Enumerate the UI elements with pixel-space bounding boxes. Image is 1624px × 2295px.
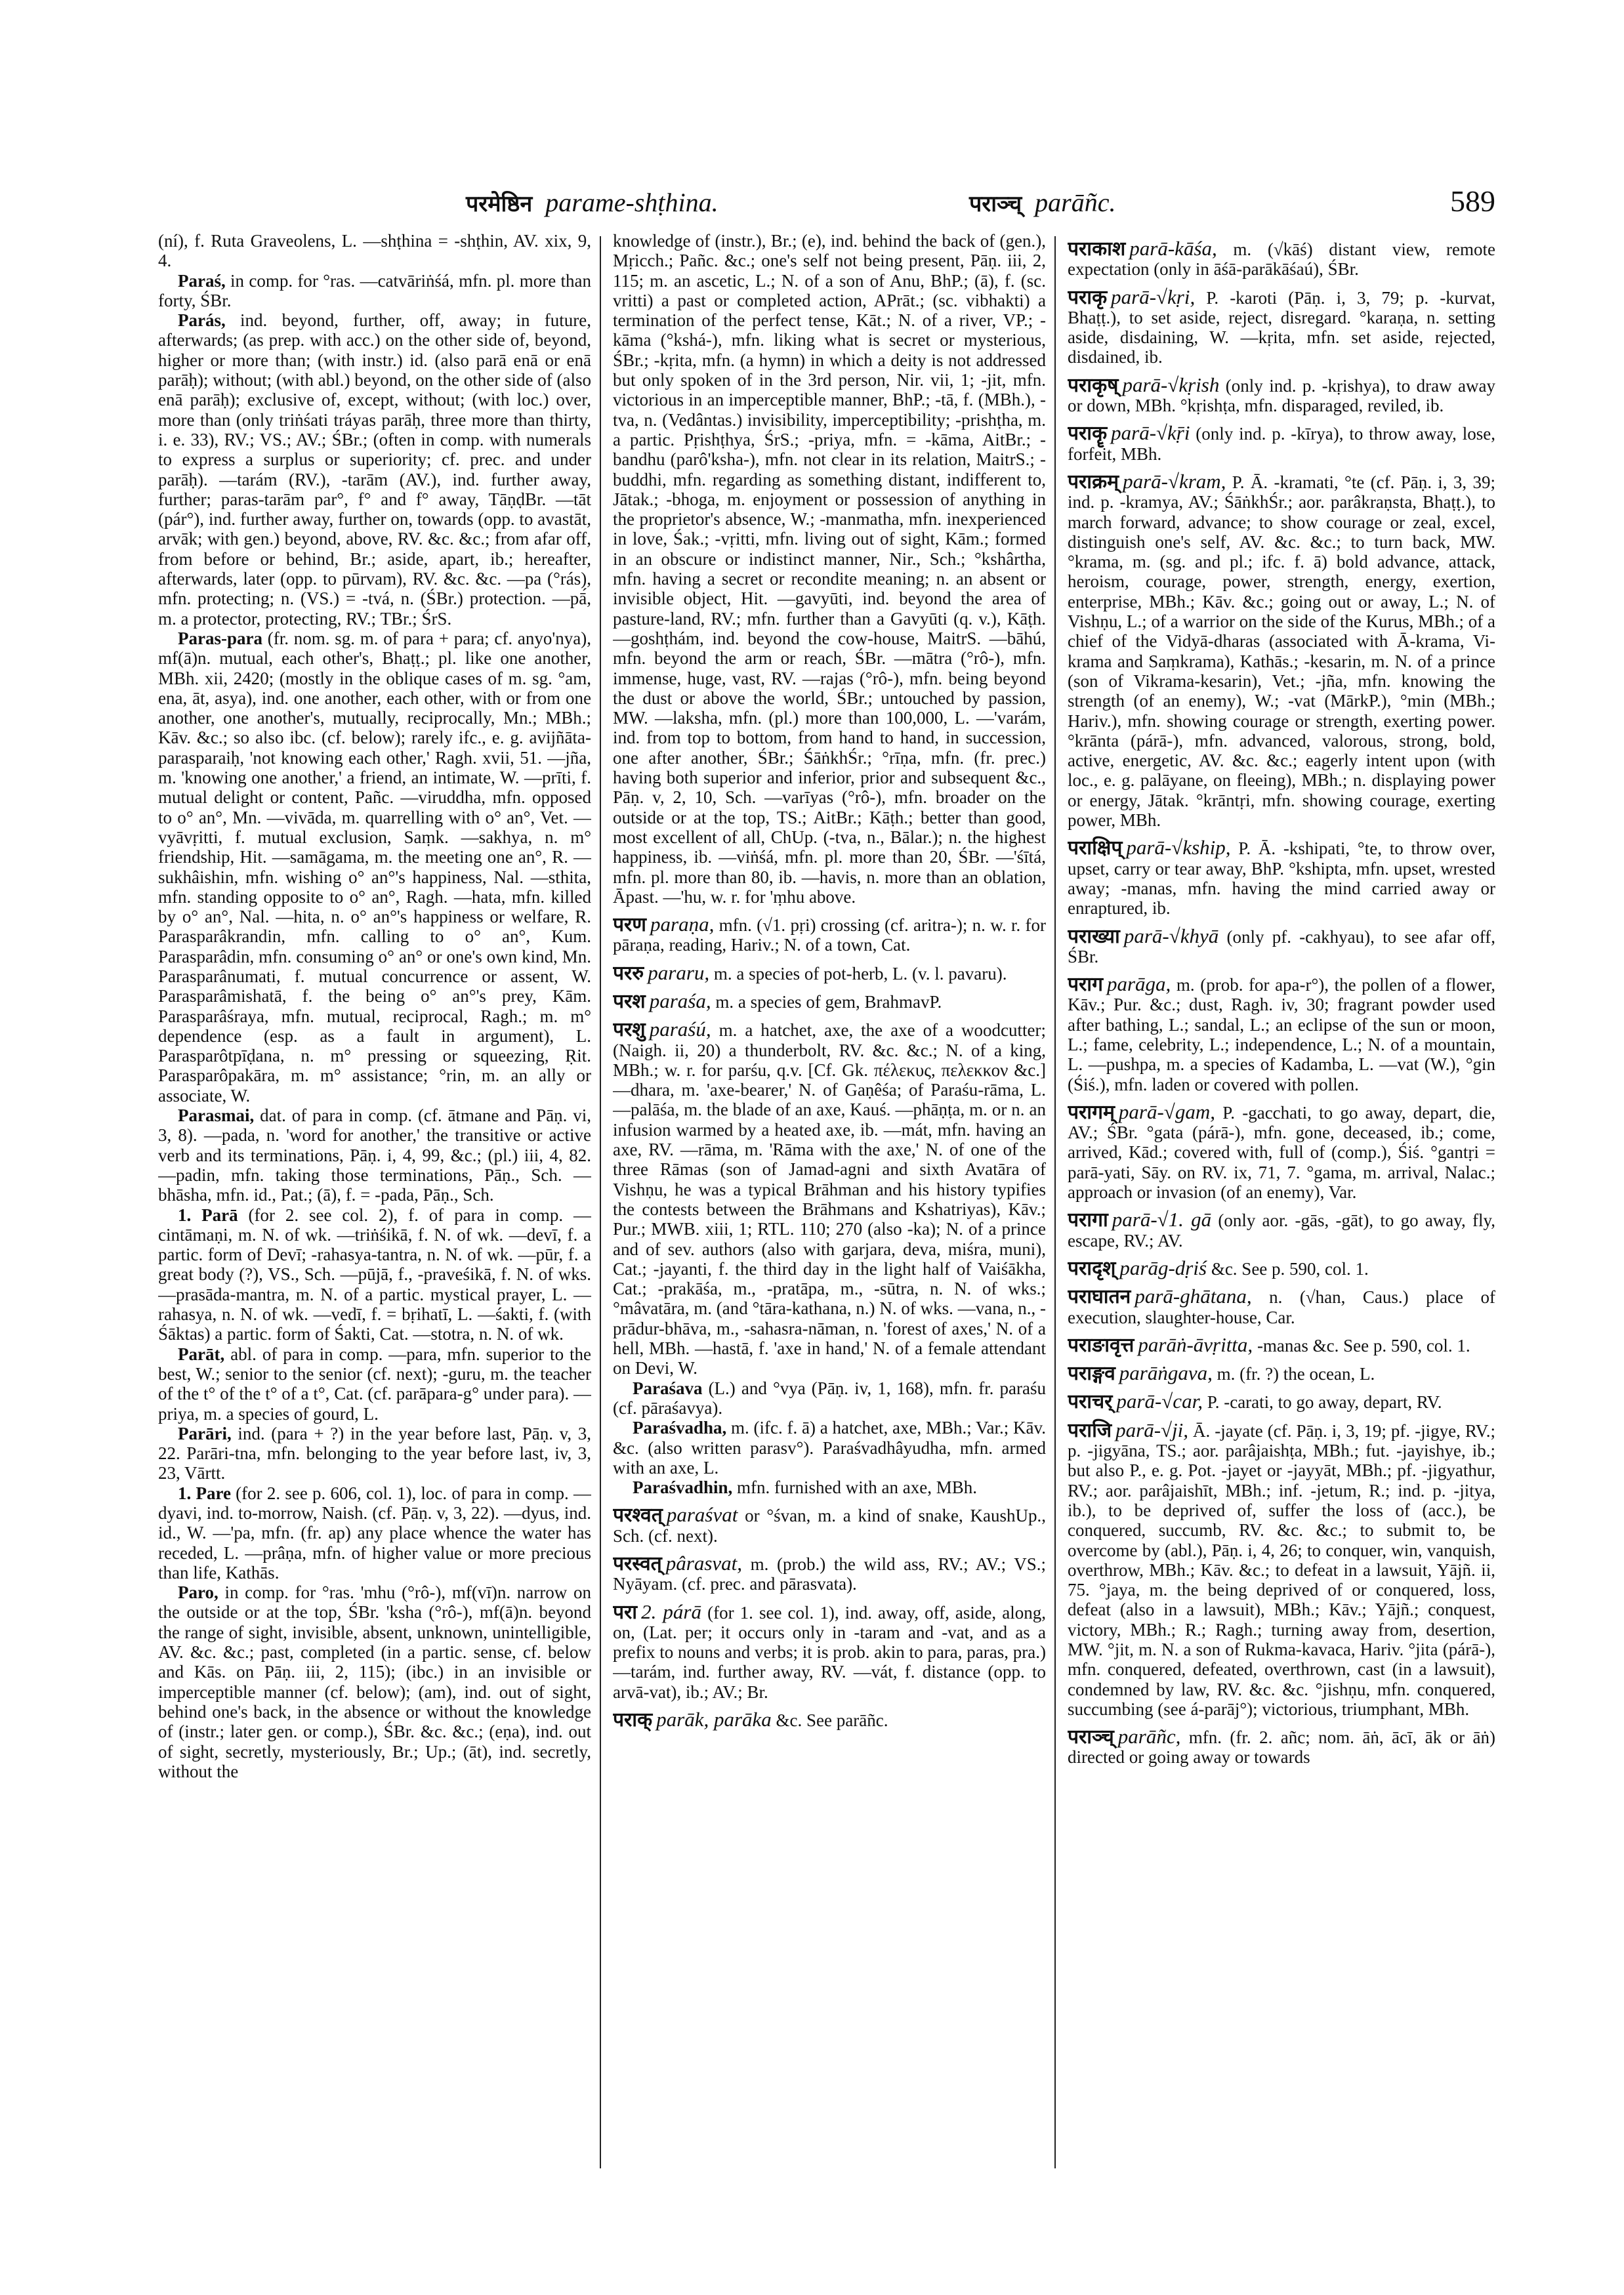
headword: Parāt,	[178, 1344, 225, 1364]
entry-definition: m. (prob.) the wild ass, RV.; AV.; VS.; Nyāyam. (cf. prec. and pārasvata).	[613, 1554, 1046, 1594]
entry-definition: mfn. furnished with an axe, MBh.	[732, 1478, 977, 1498]
dictionary-entry	[1068, 1258, 1495, 1279]
running-head-right	[969, 187, 1116, 218]
headword: Parasmai,	[178, 1106, 255, 1126]
dictionary-entry	[1068, 287, 1495, 367]
headword-devanagari: पराङ्गव	[1068, 1362, 1115, 1386]
dictionary-entry	[158, 310, 591, 629]
headword-devanagari: पराकाश	[1068, 238, 1126, 260]
headword: Paraśvadhin,	[633, 1478, 733, 1498]
headword-devanagari: परागम्	[1068, 1100, 1115, 1124]
dictionary-entry	[1068, 974, 1495, 1094]
column-middle	[613, 231, 1046, 2173]
dictionary-entry	[1068, 239, 1495, 279]
dictionary-entry	[1068, 926, 1495, 967]
entry-definition: P. Ā. -kshipati, °te, to throw over, upset, carry or tear away, BhP. °kshipta, mfn. upset, wrested away; -manas, mfn. having the mind carried away or enraptured, ib.	[1068, 838, 1495, 919]
entry-definition: m. (ifc. f. ā) a hatchet, axe, MBh.; Var.; Kāv. &c. (also written parasv°). Paraśvadhâyudha, mfn. armed with an axe, L.	[613, 1418, 1046, 1478]
headword-devanagari: पराकृ	[1068, 285, 1108, 309]
entry-definition: P. -karoti (Pāṇ. i, 3, 79; p. -kurvat, Bhaṭṭ.), to set aside, reject, disregard. °karaṇa, n. setting aside, disdaining, W. —kṛita, mfn. set aside, rejected, disdained, ib.	[1068, 287, 1495, 367]
headword: Paras-para	[178, 628, 262, 648]
headword-devanagari: परा	[613, 1600, 638, 1624]
headword: parā-√gam,	[1118, 1100, 1215, 1123]
headword: parā-√car,	[1116, 1390, 1203, 1413]
headword-devanagari: परश्वत्	[613, 1504, 663, 1527]
entry-definition: Ā. -jayate (cf. Pāṇ. i, 3, 19; pf. -jigye, RV.; p. -jigyāna, TS.; aor. parâjaishṭa, MBh.; fut. -jayishye, ib.; but also P., e. g. Pot. -jayet or -jayyāt, MBh.; pf. -jigyathur, RV.; aor. parâjaishīt, MBh.; inf. -jetum, R.; ind. p. -jitya, ib.), to be deprived of, suffer the loss of (acc.), be conquered, succumb, RV. &c. &c.; to submit to, be overcome by (abl.), Pāṇ. i, 4, 26; to conquer, win, vanquish, overthrow, MBh.; Kāv. &c.; to defeat in a lawsuit, Yājñ. ii, 75. °jaya, m. the being deprived of or conquered, loss, defeat (also in a lawsuit), MBh.; Kāv.; Yājñ.; conquest, victory, MBh.; R.; Ragh.; turning away from, desertion, MW. °jit, m. N. a son of Rukma-kavaca, Hariv. °jita (párā-), mfn. conquered, defeated, overthrown, cast (in a lawsuit), condemned by law, RV. &c. &c. °jishṇu, mfn. conquered, succumbing (see á-parāj°); victorious, triumphant, MBh.	[1068, 1420, 1495, 1719]
column-divider	[1054, 236, 1056, 2168]
entry-definition: dat. of para in comp. (cf. ātmane and Pāṇ. vi, 3, 8). —pada, n. 'word for another,' the transitive or active verb and its terminations, Pāṇ. i, 4, 99, &c.; (pl.) iii, 4, 82. —padin, mfn. taking those terminations, Pāṇ., Sch. —bhāsha, mfn. id., Pat.; (ā), f. = -pada, Pāṇ., Sch.	[158, 1106, 591, 1205]
headword: paraśvat	[666, 1503, 738, 1527]
dictionary-entry	[613, 1554, 1046, 1594]
headword: paraśa,	[649, 989, 711, 1012]
dictionary-entry	[1068, 1102, 1495, 1202]
column-divider	[600, 236, 601, 2168]
dictionary-entry	[1068, 375, 1495, 416]
dictionary-entry	[613, 963, 1046, 983]
entry-definition: m. a hatchet, axe, the axe of a woodcutter; (Naigh. ii, 20) a thunderbolt, RV. &c. &c.; N. of a king, MBh.; w. r. for parśu, q.v. [Cf. Gk. πέλεκυς, πελεκκον &c.] —dhara, m. 'axe-bearer,' N. of Gaṇêśa; of Paraśu-rāma, L. —palāśa, m. the blade of an axe, Kauś. —phāṇṭa, m. or n. an infusion warmed by a heated axe, ib. —mát, mfn. having an axe, RV. —rāma, m. 'Rāma with the axe,' N. of one of the three Rāmas (son of Jamad-agni and sixth Avatāra of Vishṇu, he was a typical Brāhman and his history typifies the contests between the Brāhmans and Kshatriyas), Kāv.; Pur.; MWB. xiii, 1; RTL. 110; 270 (also -ka); N. of a prince and of sev. authors (also with garjara, deva, miśra, muni), Cat.; -jayanti, f. the third day in the light half of Vaiśākha, Cat.; -prakāśa, m., -pratāpa, m., -sūtra, n. N. of wks.; °mâvatāra, m. (and °tāra-kathana, n.) N. of wks. —vana, n., -prādur-bhāva, m., -sahasra-nāman, n. 'forest of axes,' N. of a hell, MBh. —hastā, f. 'axe in hand,' N. of a female attendant on Devi, W.	[613, 1020, 1046, 1378]
column-right	[1068, 231, 1495, 2173]
entry-definition: (fr. nom. sg. m. of para + para; cf. anyo'nya), mf(ā)n. mutual, each other's, Bhaṭṭ.; pl. like one another, MBh. xii, 2420; (mostly in the oblique cases of m. sg. °am, ena, āt, asya), ind. one another, each other, with or from one another, one another's, mutually, reciprocally, Mn.; MBh.; Kāv. &c.; so also ibc. (cf. below); rarely ifc., e. g. avijñāta-parasparaiḥ, 'not knowing each other,' Ragh. xvii, 51. —jña, m. 'knowing one another,' a friend, an intimate, W. —prīti, f. mutual delight or content, Pañc. —viruddha, mfn. opposed to o° an°, Mn. —vivāda, m. quarrelling with o° an°, Vet. —vyāvṛitti, f. mutual exclusion, Saṃk. —sakhya, n. m° friendship, Hit. —samāgama, m. the meeting one an°, R. —sukhâishin, mfn. wishing o° an°'s happiness, Nal. —sthita, mfn. standing opposite to o° an°, Ragh. —hata, mfn. killed by o° an°, Nal. —hita, n. o° an°'s happiness or welfare, R. Parasparâkrandin, mfn. calling to o° an°, Kum. Parasparâdin, mfn. consuming o° an° or one's own kind, Mn. Parasparânumati, f. mutual concurrence or assent, W. Parasparâmishatā, f. the being o° an°'s prey, Kām. Parasparâśraya, mfn. mutual, reciprocal, Ragh.; m. m° dependence (esp. as a fault in argument), L. Parasparôtpīḍana, n. m° pressing or squeezing, Ṛit. Parasparôpakāra, m. m° assistance; °rin, m. an ally or associate, W.	[158, 628, 591, 1106]
headword: 2. párā	[641, 1600, 701, 1623]
headword: Paraś,	[178, 270, 226, 291]
entry-definition: mfn. (fr. 2. añc; nom. āṅ, ācī, āk or āṅ) directed or going away or towards	[1068, 1727, 1495, 1768]
entry-definition: (only pf. -cakhyau), to see afar off, ŚBr.	[1068, 926, 1495, 966]
headword: parā-√kship,	[1126, 836, 1231, 859]
entry-definition: (ní), f. Ruta Graveolens, L. —shṭhina = -shṭhin, AV. xix, 9, 4.	[158, 231, 591, 271]
headword-devanagari: पराजि	[1068, 1418, 1112, 1442]
headword-devanagari: पराख्या	[1068, 924, 1120, 948]
headword-devanagari: पराघातन	[1068, 1285, 1131, 1309]
headword: Paraśava	[633, 1378, 703, 1398]
headword: parāg-dṛiś	[1119, 1256, 1207, 1279]
dictionary-entry	[613, 915, 1046, 955]
page-number: 589	[1450, 184, 1495, 218]
headword: parā-√ji,	[1115, 1418, 1189, 1441]
headword-devanagari: पराग	[1068, 973, 1103, 997]
entry-definition: m. (prob. for apa-r°), the pollen of a flower, Kāv.; Pur. &c.; dust, Ragh. iv, 30; fragrant powder used after bathing, L.; sandal, L.; an eclipse of the sun or moon, L.; fame, celebrity, L.; independence, L.; N. of a mountain, L. —pushpa, m. a species of Kadamba, L. —vat (W.), °gin (Śiś.), mfn. laden or covered with pollen.	[1068, 975, 1495, 1094]
dictionary-entry	[613, 231, 1046, 907]
dictionary-entry	[1068, 1287, 1495, 1327]
headword: parā-ghātana,	[1135, 1285, 1252, 1308]
dictionary-entry	[1068, 1727, 1495, 1768]
headword: parāk, parāka	[656, 1708, 772, 1731]
dictionary-entry	[613, 1602, 1046, 1702]
entry-definition: n. (√han, Caus.) place of execution, slaughter-house, Car.	[1068, 1287, 1495, 1327]
headword-devanagari: परागा	[1068, 1209, 1108, 1232]
entry-definition: P. -gacchati, to go away, depart, die, AV.; ŚBr. °gata (párā-), mfn. gone, deceased, ib.; come, arrived, Kād.; covered with, full of (comp.), Śiś. °gantṛi = parā-yati, Sāy. on RV. ix, 71, 7. °gama, m. arrival, Nalac.; approach or invasion (of an enemy), Var.	[1068, 1102, 1495, 1203]
headword: parā-√kṝi	[1111, 421, 1190, 445]
headword: Paraśvadha,	[633, 1418, 727, 1438]
headword: parāṅ-āvṛitta,	[1138, 1333, 1253, 1356]
dictionary-entry	[1068, 1363, 1495, 1384]
running-head-right-transliteration: parāñc.	[1035, 188, 1116, 217]
dictionary-entry	[1068, 1392, 1495, 1412]
entry-definition: P. -carati, to go away, depart, RV.	[1202, 1392, 1442, 1413]
entry-definition: abl. of para in comp. —para, mfn. superior to the best, W.; senior to the senior (cf. next); -guru, m. the teacher of the t° of the t° of a t°, Cat. (cf. parāpara-g° under para). —priya, m. a species of gourd, L.	[158, 1344, 591, 1424]
entry-definition: knowledge of (instr.), Br.; (e), ind. behind the back of (gen.), Mṛicch.; Pañc. &c.; one's self not being present, Pāṇ. iii, 2, 115; m. an ascetic, L.; N. of a son of Anu, BhP.; (ā), f. (sc. vritti) a past or completed action, APrāt.; (sc. vibhakti) a termination of the perfect tense, Kāt.; N. of a river, VP.; -kāma (°kshá-), mfn. liking what is secret or mysterious, ŚBr.; -kṛita, mfn. (a hymn) in which a deity is not addressed but only spoken of in the 3rd person, Nir. vii, 1; -jit, mfn. victorious in an imperceptible manner, BhP.; -tā, f. (MBh.), -tva, n. (Vedântas.) invisibility, imperceptibility; -prishṭha, m. a partic. Pṛishṭhya, ŚrS.; -priya, mfn. = -kāma, AitBr.; -bandhu (parô'ksha-), mfn. not clear in its relation, MaitrS.; -buddhi, mfn. regarding as something distant, indifferent to, Jātak.; -bhoga, m. enjoyment or possession of anything in the proprietor's absence, W.; -manmatha, mfn. inexperienced in love, Śak.; -vṛitti, mfn. living out of sight, Kām.; formed in an obscure or indistinct manner, Nir., Sch.; °kshârtha, mfn. having a secret or recondite meaning; n. an absent or invisible object, Hit. —gavyūti, ind. beyond the area of pasture-land, RV.; mfn. further than a Gavyūti (q. v.), Kāṭh. —goshṭhám, ind. beyond the cow-house, MaitrS. —bāhú, mfn. beyond the arm or reach, ŚBr. —mātra (°rô-), mfn. immense, huge, vast, RV. —rajas (°rô-), mfn. being beyond the dust or above the world, ŚBr.; untouched by passion, MW. —laksha, mfn. (pl.) more than 100,000, L. —'varám, ind. from top to bottom, from hand to hand, in succession, one after another, ŚBr.; ŚāṅkhŚr.; °rīṇa, mfn. (fr. prec.) having both superior and inferior, prior and subsequent &c., Pāṇ. v, 2, 10, Sch. —varīyas (°rô-), mfn. broader on the outside or at the top, TS.; AitBr.; Kāṭh.; better than good, most excellent of all, ChUp. (-tva, n., Bālar.); n. the highest happiness, ib. —viṅśá, mfn. pl. more than 20, ŚBr. —'śītá, mfn. pl. more than 80, ib. —havis, n. more than an oblation, Āpast. —'hu, w. r. for 'ṃhu above.	[613, 231, 1046, 907]
running-head-right-devanagari: पराञ्च्	[969, 191, 1022, 217]
headword-devanagari: परण	[613, 913, 646, 937]
headword-devanagari: पराञ्च्	[1068, 1726, 1114, 1749]
headword: parā-√kṛi,	[1111, 285, 1196, 308]
dictionary-entry	[158, 1483, 591, 1582]
headword-devanagari: पराकॄ	[1068, 422, 1108, 445]
headword-devanagari: पराक्रम्	[1068, 470, 1119, 493]
headword: pârasvat,	[665, 1552, 743, 1575]
headword: Paro,	[178, 1582, 219, 1603]
column-left	[158, 231, 591, 2173]
dictionary-entry	[613, 1020, 1046, 1378]
headword-devanagari: पराक्	[613, 1708, 653, 1732]
dictionary-entry	[613, 1505, 1046, 1546]
headword-devanagari: परस्वत्	[613, 1552, 662, 1575]
dictionary-entry	[613, 1478, 1046, 1497]
entry-definition: (L.) and °vya (Pāṇ. iv, 1, 168), mfn. fr. paraśu (cf. pāraśavya).	[613, 1378, 1046, 1418]
dictionary-entry	[1068, 423, 1495, 464]
dictionary-entry	[613, 1418, 1046, 1478]
headword: paraṇa,	[650, 913, 715, 936]
entry-definition: or °śvan, m. a kind of snake, KaushUp., Sch. (cf. next).	[613, 1506, 1046, 1546]
running-head-left-devanagari: परमेष्ठिन	[466, 191, 533, 217]
entry-definition: (for 2. see col. 2), f. of para in comp. —cintāmaṇi, m. N. of wk. —triṅśikā, f. N. of wk. —devī, f. a partic. form of Devī; -rahasya-tantra, n. N. of wk. —pūr, f. a great body (?), VS., Sch. —pūjā, f., -praveśikā, f. N. of wks. —prasāda-mantra, m. N. of a partic. mystical prayer, L. —rahasya, n. N. of wk. —vedī, f. = bṛihatī, L. —śakti, f. (with Śāktas) a partic. form of Śakti, Cat. —stotra, n. N. of wk.	[158, 1205, 591, 1344]
entry-definition: m. a species of pot-herb, L. (v. l. pavaru).	[709, 963, 1007, 983]
dictionary-entry	[1068, 1420, 1495, 1719]
dictionary-entry	[158, 1582, 591, 1781]
entry-definition: (only ind. p. -kīrya), to throw away, lose, forfeit, MBh.	[1068, 424, 1495, 464]
headword: parāñc,	[1117, 1725, 1181, 1748]
entry-definition: &c. See p. 590, col. 1.	[1207, 1258, 1369, 1279]
headword-devanagari: परशु	[613, 1018, 646, 1042]
headword: 1. Pare	[178, 1483, 231, 1503]
entry-definition: mfn. (√1. pṛi) crossing (cf. aritra-); n. w. r. for pāraṇa, reading, Hariv.; N. of a town, Cat.	[613, 915, 1046, 955]
headword-devanagari: पराचर्	[1068, 1390, 1113, 1414]
dictionary-entry	[1068, 1335, 1495, 1355]
entry-definition: (only aor. -gās, -gāt), to go away, fly, escape, RV.; AV.	[1068, 1210, 1495, 1251]
entry-definition: m. a species of gem, BrahmavP.	[711, 991, 942, 1012]
entry-definition: ind. (para + ?) in the year before last, Pāṇ. v, 3, 22. Parāri-tna, mfn. belonging to the year before last, iv, 3, 23, Vārtt.	[158, 1423, 591, 1483]
entry-definition: P. Ā. -kramati, °te (cf. Pāṇ. i, 3, 39; ind. p. -kramya, AV.; ŚāṅkhŚr.; aor. parâkraṇsta, Bhaṭṭ.), to march forward, advance; to show courage or zeal, excel, distinguish one's self, AV. &c. &c.; to turn back, MW. °krama, m. (sg. and pl.; ifc. f. ā) bold advance, attack, heroism, courage, power, strength, energy, exertion, enterprise, MBh.; Kāv. &c.; going out or away, L.; N. of Vishṇu, L.; of a warrior on the side of the Kurus, MBh.; of a chief of the Vidyā-dharas (associated with Ā-krama, Vi-krama and Saṃkrama), Kathās.; -kesarin, m. N. of a prince (son of Vikrama-kesarin), Vet.; -jña, mfn. knowing the strength (of an enemy), W.; -vat (MārkP.), °min (MBh.; Hariv.), mfn. showing courage or strength, exerting power. °krānta (párā-), mfn. advanced, valorous, strong, bold, active, energetic, AV. &c. &c.; eagerly intent upon (with loc., e. g. palāyane, on fleeing), MBh.; n. displaying power or energy, Jātak. °krāntṛi, mfn. showing courage, exerting power, MBh.	[1068, 472, 1495, 831]
headword: 1. Parā	[178, 1205, 238, 1225]
dictionary-entry	[1068, 1210, 1495, 1251]
headword: parā-√1. gā	[1112, 1208, 1212, 1231]
headword: parā-√khyā	[1123, 924, 1219, 947]
entry-definition: ind. beyond, further, off, away; in future, afterwards; (as prep. with acc.) on the other side of, beyond, higher or more than; (with instr.) id. (also parā enā or enā parāḥ); without; (with abl.) beyond, on the other side of (also enā parāḥ); exclusive of, except, without; (with loc.) over, more than (only triṅśati tráyas parāḥ, three more than thirty, i. e. 33), RV.; VS.; AV.; ŚBr.; (often in comp. with numerals to express a surplus or superiority; cf. prec. and under parāḥ). —tarám (RV.), -tarām (AV.), ind. further away, further; paras-tarām par°, f° and f° away, TāṇḍBr. —tāt (pár°), ind. further away, further on, towards (opp. to avastāt, arvāk; with gen.) beyond, above, RV. &c. &c.; from afar off, from before or behind, Br.; aside, apart, ib.; hereafter, afterwards, later (opp. to pūrvam), RV. &c. &c. —pa (°rás), mfn. protecting; n. (VS.) = -tvá, n. (ŚBr.) protection. —pā́, m. a protector, protecting, RV.; TBr.; ŚrS.	[158, 310, 591, 629]
headword: parā-√kṛish	[1122, 373, 1220, 396]
headword-devanagari: परादृश्	[1068, 1256, 1116, 1280]
entry-definition: in comp. for °ras. 'mhu (°rô-), mf(vī)n. narrow on the outside or at the top, ŚBr. 'ksha (°rô-), mf(ā)n. beyond the range of sight, invisible, absent, unknown, unintelligible, AV. &c. &c.; past, completed (in a partic. sense, cf. below and Kās. on Pāṇ. iii, 2, 115); (ibc.) in an invisible or imperceptible manner (cf. below); (am), ind. out of sight, behind one's back, in the absence or without the knowledge of (instr.; later gen. or comp.), ŚBr. &c. &c.; (eṇa), ind. out of sight, secretly, mysteriously, Br.; Up.; (āt), ind. secretly, without the	[158, 1582, 591, 1781]
headword-devanagari: पररु	[613, 961, 644, 985]
running-head-left	[466, 187, 718, 218]
dictionary-entry	[613, 991, 1046, 1012]
headword-devanagari: पराक्षिप्	[1068, 837, 1123, 860]
entry-definition: m. (√kāś) distant view, remote expectation (only in āśā-parākāśaú), ŚBr.	[1068, 239, 1495, 279]
dictionary-entry	[158, 1106, 591, 1205]
dictionary-entry	[1068, 838, 1495, 918]
dictionary-entry	[158, 231, 591, 271]
dictionary-entry	[613, 1378, 1046, 1418]
entry-definition: (for 2. see p. 606, col. 1), loc. of para in comp. —dyavi, ind. to-morrow, Naish. (cf. Pāṇ. v, 3, 22). —dyus, ind. id., W. —'pa, mfn. (fr. ap) any place whence the water has receded, L. —prâṇa, mfn. of higher value or more precious than life, Kathās.	[158, 1483, 591, 1582]
entry-definition: (for 1. see col. 1), ind. away, off, aside, along, on, (Lat. per; it occurs only in -taram and -vat, and as a prefix to nouns and verbs; it is prob. akin to para, paras, pra.) —tarám, ind. further away, RV. —vát, f. distance (opp. to arvā-vat), ib.; AV.; Br.	[613, 1602, 1046, 1702]
dictionary-entry	[158, 1424, 591, 1483]
entry-definition: m. (fr. ?) the ocean, L.	[1212, 1364, 1375, 1384]
dictionary-entry	[1068, 469, 1495, 831]
dictionary-entry	[158, 1344, 591, 1424]
running-head-left-transliteration: parame-shṭhina.	[545, 188, 718, 217]
headword-devanagari: परश	[613, 989, 646, 1013]
headword-devanagari: पराकृष्	[1068, 373, 1119, 397]
headword: Parāri,	[178, 1423, 232, 1443]
headword-devanagari: पराङावृत्त	[1068, 1333, 1135, 1357]
entry-definition: in comp. for °ras. —catvāriṅśá, mfn. pl. more than forty, ŚBr.	[158, 270, 591, 310]
entry-definition: (only ind. p. -kṛishya), to draw away or down, MBh. °kṛishṭa, mfn. disparaged, reviled, ib.	[1068, 375, 1495, 416]
headword: Parás,	[178, 310, 226, 331]
headword: paraśú,	[649, 1018, 711, 1041]
entry-definition: &c. See parāñc.	[771, 1710, 888, 1731]
dictionary-entry	[613, 1710, 1046, 1730]
dictionary-entry	[158, 271, 591, 311]
headword: parāṅgava,	[1119, 1361, 1213, 1385]
dictionary-entry	[158, 1205, 591, 1344]
headword: pararu,	[648, 961, 710, 984]
headword: parā-√kram,	[1123, 469, 1226, 493]
dictionary-entry	[158, 629, 591, 1106]
entry-definition: -manas &c. See p. 590, col. 1.	[1253, 1335, 1470, 1355]
headword: parā-kāśa,	[1129, 237, 1217, 260]
headword: parāga,	[1106, 972, 1171, 996]
